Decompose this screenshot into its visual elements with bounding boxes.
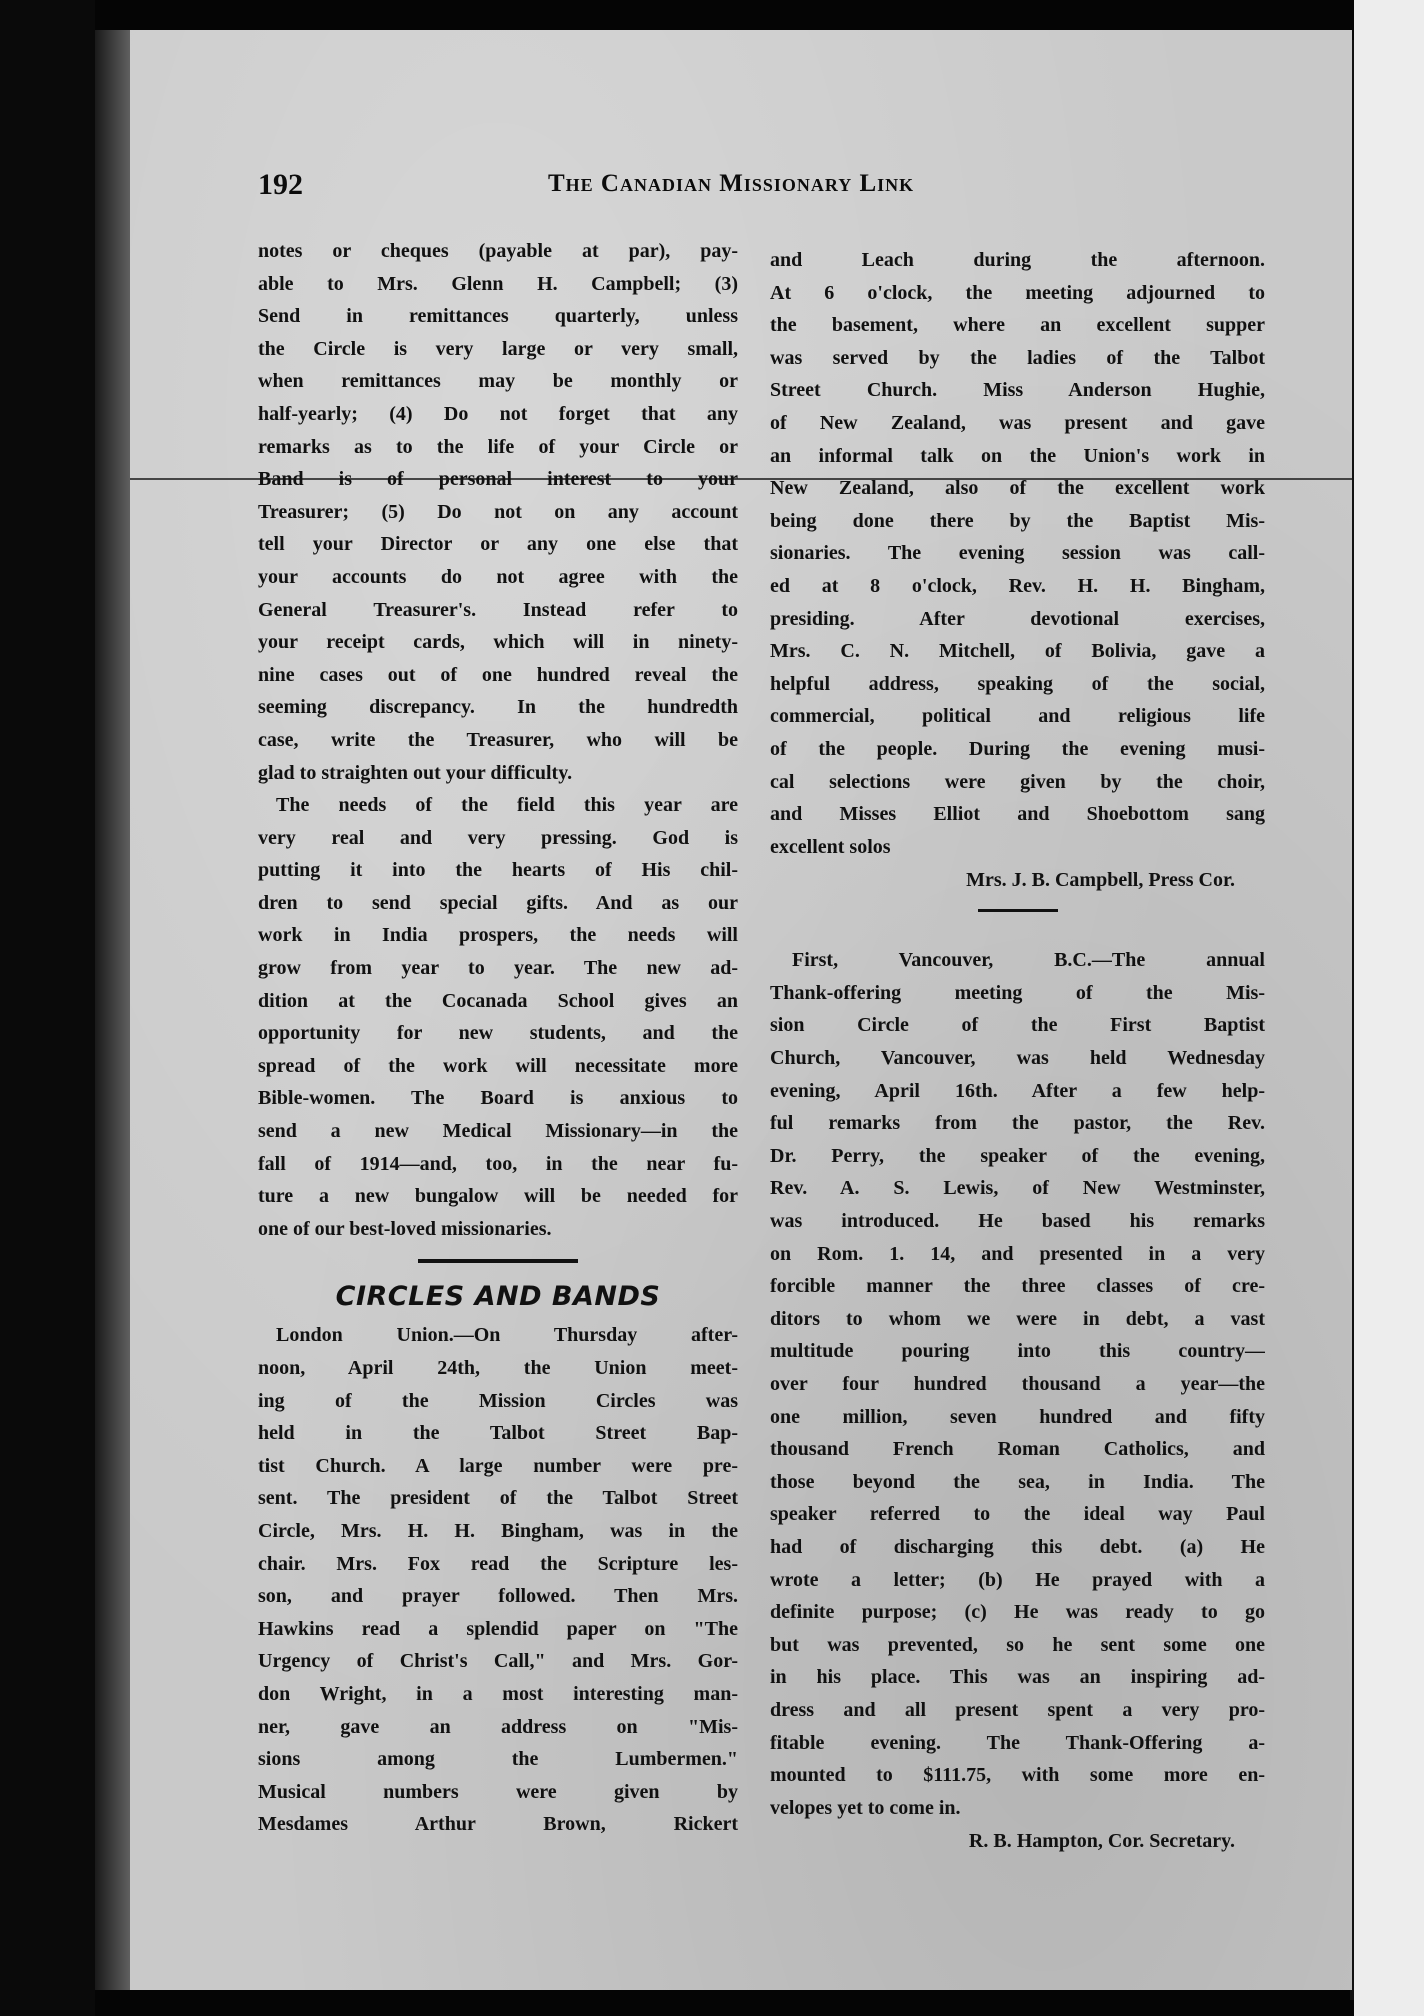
text-line: half-yearly; (4) Do not forget that any xyxy=(258,402,738,425)
text-line: fitable evening. The Thank-Offering a- xyxy=(770,1731,1265,1754)
text-line: notes or cheques (payable at par), pay- xyxy=(258,240,738,262)
microfilm-right-margin xyxy=(1354,0,1424,2016)
section-divider-rule xyxy=(418,1259,578,1263)
text-line: ful remarks from the pastor, the Rev. xyxy=(770,1112,1265,1135)
text-line: Urgency of Christ's Call," and Mrs. Gor- xyxy=(258,1650,738,1673)
text-line: cal selections were given by the choir, xyxy=(770,770,1265,793)
text-line: sionaries. The evening session was call- xyxy=(770,542,1265,565)
text-line: ditors to whom we were in debt, a vast xyxy=(770,1307,1265,1330)
text-line: First, Vancouver, B.C.—The annual xyxy=(792,949,1265,972)
text-line: chair. Mrs. Fox read the Scripture les- xyxy=(258,1552,738,1575)
text-line: those beyond the sea, in India. The xyxy=(770,1470,1265,1493)
signature-press-correspondent: Mrs. J. B. Campbell, Press Cor. xyxy=(966,869,1235,892)
text-line: very real and very pressing. God is xyxy=(258,826,738,849)
text-line: and Misses Elliot and Shoebottom sang xyxy=(770,803,1265,826)
text-line: send a new Medical Missionary—in the xyxy=(258,1120,738,1143)
text-line: Church, Vancouver, was held Wednesday xyxy=(770,1047,1265,1070)
text-line: being done there by the Baptist Mis- xyxy=(770,509,1265,532)
text-line: forcible manner the three classes of cre- xyxy=(770,1275,1265,1298)
left-column xyxy=(258,235,738,1841)
text-line: over four hundred thousand a year—the xyxy=(770,1373,1265,1395)
text-line: commercial, political and religious life xyxy=(770,705,1265,728)
text-line: grow from year to year. The new ad- xyxy=(258,957,738,980)
text-line: your accounts do not agree with the xyxy=(258,565,738,588)
text-line: speaker referred to the ideal way Paul xyxy=(770,1503,1265,1526)
text-line: presiding. After devotional exercises, xyxy=(770,607,1265,630)
text-line: glad to straighten out your difficulty. xyxy=(258,761,573,784)
text-line: Dr. Perry, the speaker of the evening, xyxy=(770,1144,1265,1167)
text-line: sions among the Lumbermen." xyxy=(258,1748,738,1771)
paragraph-needs-of-field xyxy=(258,789,738,1245)
text-line: in his place. This was an inspiring ad- xyxy=(770,1666,1265,1689)
text-line: multitude pouring into this country— xyxy=(770,1340,1265,1363)
text-line: the basement, where an excellent supper xyxy=(770,314,1265,337)
page-number: 192 xyxy=(258,168,303,201)
text-line: ed at 8 o'clock, Rev. H. H. Bingham, xyxy=(770,574,1265,597)
text-line: an informal talk on the Union's work in xyxy=(770,444,1265,467)
right-column xyxy=(770,244,1265,1858)
text-line: able to Mrs. Glenn H. Campbell; (3) xyxy=(258,272,738,295)
text-line: and Leach during the afternoon. xyxy=(770,249,1265,271)
text-line: held in the Talbot Street Bap- xyxy=(258,1422,738,1445)
text-line: thousand French Roman Catholics, and xyxy=(770,1438,1265,1461)
text-line: don Wright, in a most interesting man- xyxy=(258,1682,738,1705)
text-line: on Rom. 1. 14, and presented in a very xyxy=(770,1242,1265,1265)
text-line: Treasurer; (5) Do not on any account xyxy=(258,500,738,523)
text-line: opportunity for new students, and the xyxy=(258,1022,738,1045)
text-line: of the people. During the evening musi- xyxy=(770,737,1265,760)
text-line: was introduced. He based his remarks xyxy=(770,1210,1265,1233)
running-title: The Canadian Missionary Link xyxy=(548,170,915,197)
text-line: Mesdames Arthur Brown, Rickert xyxy=(258,1813,738,1836)
text-line: dren to send special gifts. And as our xyxy=(258,891,738,914)
section-heading: CIRCLES AND BANDS xyxy=(335,1281,661,1313)
text-line: excellent solos xyxy=(770,835,891,858)
page-header xyxy=(258,168,1018,208)
text-line: seeming discrepancy. In the hundredth xyxy=(258,696,738,719)
text-line: fall of 1914—and, too, in the near fu- xyxy=(258,1152,738,1175)
text-line: putting it into the hearts of His chil- xyxy=(258,859,738,882)
text-line: but was prevented, so he sent some one xyxy=(770,1633,1265,1656)
text-line: of New Zealand, was present and gave xyxy=(770,411,1265,434)
text-line: tell your Director or any one else that xyxy=(258,533,738,556)
text-line: ing of the Mission Circles was xyxy=(258,1389,738,1412)
text-line: sent. The president of the Talbot Street xyxy=(258,1487,738,1510)
text-line: sion Circle of the First Baptist xyxy=(770,1014,1265,1037)
text-line: mounted to $111.75, with some more en- xyxy=(770,1764,1265,1787)
paragraph-london-union-continued xyxy=(770,244,1265,863)
text-line: dress and all present spent a very pro- xyxy=(770,1698,1265,1721)
text-line: evening, April 16th. After a few help- xyxy=(770,1079,1265,1102)
text-line: noon, April 24th, the Union meet- xyxy=(258,1357,738,1379)
text-line: definite purpose; (c) He was ready to go xyxy=(770,1601,1265,1624)
text-line: Bible-women. The Board is anxious to xyxy=(258,1087,738,1110)
text-line: Mrs. C. N. Mitchell, of Bolivia, gave a xyxy=(770,640,1265,663)
text-line: Street Church. Miss Anderson Hughie, xyxy=(770,379,1265,402)
text-line: ture a new bungalow will be needed for xyxy=(258,1185,738,1208)
text-line: remarks as to the life of your Circle or xyxy=(258,435,738,458)
text-line: London Union.—On Thursday after- xyxy=(276,1324,738,1347)
text-line: dition at the Cocanada School gives an xyxy=(258,989,738,1012)
text-line: case, write the Treasurer, who will be xyxy=(258,728,738,751)
text-line: your receipt cards, which will in ninety- xyxy=(258,631,738,654)
text-line: work in India prospers, the needs will xyxy=(258,924,738,947)
text-line: when remittances may be monthly or xyxy=(258,370,738,393)
text-line: General Treasurer's. Instead refer to xyxy=(258,598,738,621)
text-line: one of our best-loved missionaries. xyxy=(258,1217,552,1240)
text-line: ner, gave an address on "Mis- xyxy=(258,1715,738,1738)
text-line: wrote a letter; (b) He prayed with a xyxy=(770,1568,1265,1591)
article-divider-rule xyxy=(978,909,1058,912)
text-line: was served by the ladies of the Talbot xyxy=(770,346,1265,369)
text-line: had of discharging this debt. (a) He xyxy=(770,1535,1265,1558)
paragraph-london-union xyxy=(258,1319,738,1841)
text-line: New Zealand, also of the excellent work xyxy=(770,477,1265,500)
text-line: Band is of personal interest to your xyxy=(258,468,738,491)
text-line: At 6 o'clock, the meeting adjourned to xyxy=(770,281,1265,304)
text-line: Rev. A. S. Lewis, of New Westminster, xyxy=(770,1177,1265,1200)
text-line: Circle, Mrs. H. H. Bingham, was in the xyxy=(258,1519,738,1542)
page-binding-shadow xyxy=(95,30,135,1990)
text-line: Send in remittances quarterly, unless xyxy=(258,305,738,328)
text-line: Hawkins read a splendid paper on "The xyxy=(258,1617,738,1640)
paragraph-first-vancouver xyxy=(770,944,1265,1824)
text-line: velopes yet to come in. xyxy=(770,1796,961,1819)
text-line: Thank-offering meeting of the Mis- xyxy=(770,981,1265,1004)
text-line: The needs of the field this year are xyxy=(276,794,738,817)
text-line: one million, seven hundred and fifty xyxy=(770,1405,1265,1428)
text-line: son, and prayer followed. Then Mrs. xyxy=(258,1585,738,1608)
paragraph-remittance-instructions xyxy=(258,235,738,789)
text-line: spread of the work will necessitate more xyxy=(258,1054,738,1077)
text-line: Musical numbers were given by xyxy=(258,1780,738,1803)
text-line: nine cases out of one hundred reveal the xyxy=(258,663,738,686)
text-line: tist Church. A large number were pre- xyxy=(258,1454,738,1477)
signature-corresponding-secretary: R. B. Hampton, Cor. Secretary. xyxy=(968,1830,1235,1853)
text-line: the Circle is very large or very small, xyxy=(258,337,738,360)
text-line: helpful address, speaking of the social, xyxy=(770,672,1265,695)
microfilm-left-margin xyxy=(0,0,95,2016)
